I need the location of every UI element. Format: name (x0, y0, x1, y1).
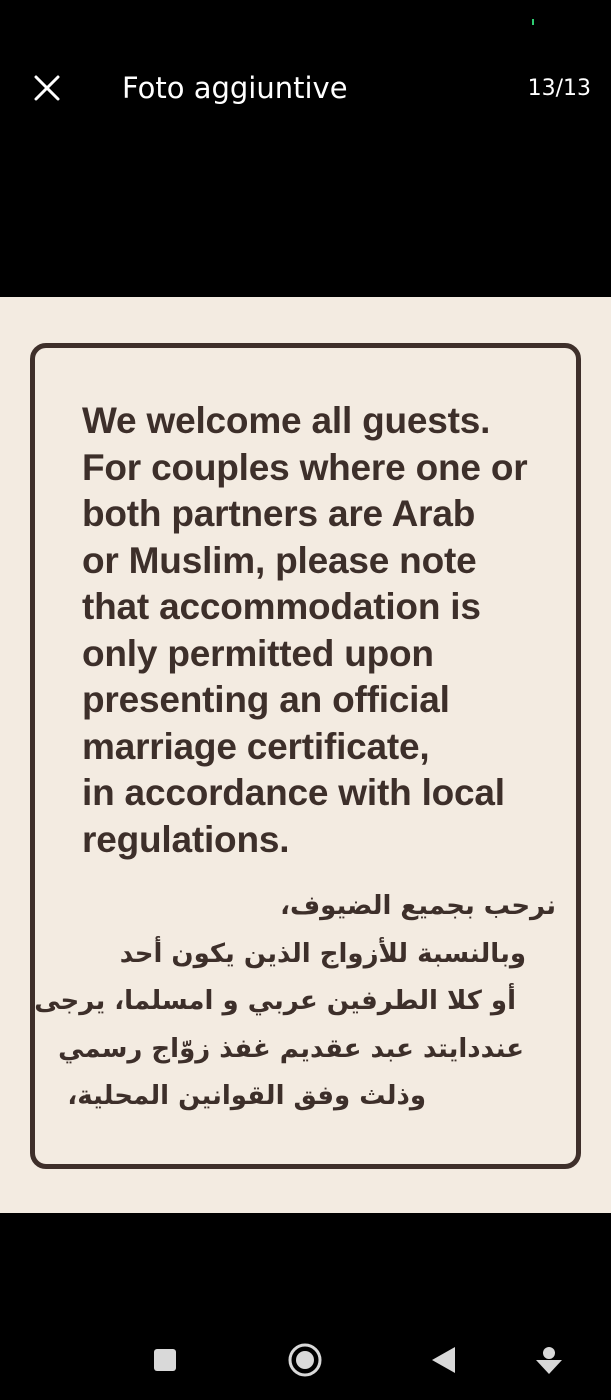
square-icon (152, 1347, 178, 1373)
sign-line: We welcome all guests. (82, 400, 491, 441)
photo-counter: 13/13 (527, 76, 591, 101)
recents-button[interactable] (143, 1338, 187, 1382)
triangle-back-icon (429, 1345, 457, 1375)
sign-line: For couples where one or (82, 446, 528, 488)
assist-button[interactable] (527, 1338, 571, 1382)
sign-line: or Muslim, please note (82, 539, 477, 581)
down-arrow-icon (533, 1344, 565, 1376)
sign-line-arabic: أو كلا الطرفين عربي و امسلما، يرجى (34, 986, 516, 1016)
sign-text-arabic (34, 883, 556, 1121)
close-button[interactable] (25, 66, 69, 110)
sign-line: only permitted upon (82, 632, 434, 674)
sign-text-english (82, 398, 562, 863)
sign-line: both partners are Arab (82, 493, 476, 534)
system-navigation-bar (0, 1320, 611, 1400)
sign-frame (30, 343, 581, 1169)
back-button[interactable] (421, 1338, 465, 1382)
sign-line-arabic: عنددايتد عبد عقديم غفذ زوّاج رسمي (58, 1033, 524, 1064)
sign-line-arabic: وذلث وفق القوانين المحلية، (67, 1081, 426, 1111)
sign-line-arabic: نرحب بجميع الضيوف، (280, 891, 556, 921)
photo-image[interactable] (0, 297, 611, 1213)
circle-home-icon (287, 1342, 323, 1378)
viewer-header (0, 56, 611, 122)
close-icon (34, 75, 60, 101)
sign-line: in accordance with local (82, 772, 505, 813)
sign-line: that accommodation is (82, 586, 481, 627)
status-indicator (532, 19, 534, 25)
sign-line: regulations. (82, 818, 290, 860)
page-title: Foto aggiuntive (122, 71, 348, 105)
sign-line-arabic: وبالنسبة للأزواج الذين يكون أحد (119, 938, 526, 969)
sign-line: presenting an official (82, 679, 450, 720)
sign-line: marriage certificate, (82, 725, 430, 767)
home-button[interactable] (283, 1338, 327, 1382)
